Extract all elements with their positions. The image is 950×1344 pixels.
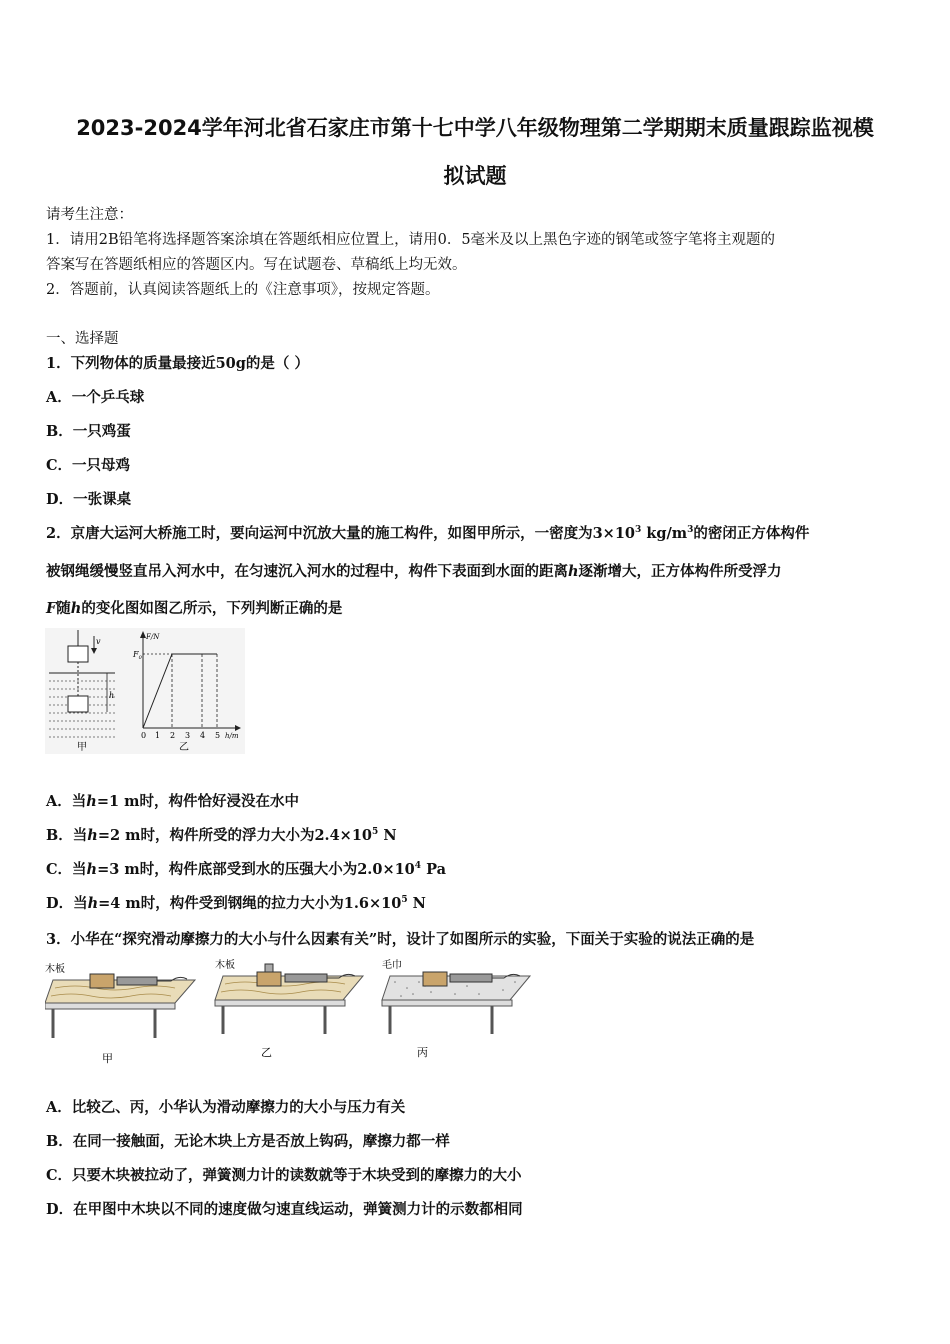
notice-item-1b: 答案写在答题纸相应的答题区内。写在试题卷、草稿纸上均无效。 — [46, 257, 467, 273]
q1-option-a: A．一个乒乓球 — [46, 389, 145, 406]
q2-figure — [45, 628, 245, 754]
f0-label: $F_0$ — [133, 650, 142, 661]
exam-title-line1: 2023-2024学年河北省石家庄市第十七中学八年级物理第二学期期末质量跟踪监视模 — [76, 116, 874, 140]
table-edge-1 — [45, 1003, 175, 1009]
q2-stem-line2: 被钢绳缓慢竖直吊入河水中，在匀速沉入河水的过程中，构件下表面到水面的距离h逐渐增大，正方体构件所受浮力 — [46, 563, 782, 580]
q2-option-a: A．当h=1 m时，构件恰好浸没在水中 — [46, 793, 299, 810]
fig3-label-bing: 丙 — [417, 1046, 428, 1059]
wood-block-3 — [423, 972, 447, 986]
q1-option-b: B．一只鸡蛋 — [46, 423, 131, 440]
x-tick-3: 3 — [185, 731, 191, 740]
q3-option-c: C．只要木块被拉动了，弹簧测力计的读数就等于木块受到的摩擦力的大小 — [46, 1167, 522, 1184]
fig-label-jia: 甲 — [77, 742, 87, 753]
wood-block-2 — [257, 972, 281, 986]
q2-option-b: B．当h=2 m时，构件所受的浮力大小为$2.4\times 10^5$ N — [46, 827, 397, 844]
x-axis-unit: h/m — [225, 732, 239, 740]
surface-label-3: 毛巾 — [382, 960, 402, 971]
q2-option-d: D．当h=4 m时，构件受到钢绳的拉力大小为$1.6\times 10^5$ N — [46, 895, 426, 912]
q3-option-a: A．比较乙、丙，小华认为滑动摩擦力的大小与压力有关 — [46, 1099, 406, 1116]
wood-block-1 — [90, 974, 114, 988]
x-tick-4: 4 — [200, 731, 206, 740]
q2-stem-line3: F随h的变化图如图乙所示，下列判断正确的是 — [46, 600, 343, 617]
section-heading: 一、选择题 — [46, 331, 119, 347]
fig3-label-jia: 甲 — [102, 1052, 113, 1065]
notice-heading: 请考生注意： — [46, 207, 133, 223]
exam-title-line2: 拟试题 — [443, 164, 507, 188]
q1-option-d: D．一张课桌 — [46, 491, 132, 508]
table-edge-3 — [382, 1000, 512, 1006]
x-tick-2: 2 — [170, 731, 176, 740]
spring-scale-1 — [117, 977, 157, 985]
surface-label-2: 木板 — [215, 960, 235, 971]
spring-scale-2 — [285, 974, 327, 982]
experiment-jia — [45, 962, 195, 1065]
q3-stem: 3．小华在“探究滑动摩擦力的大小与什么因素有关”时，设计了如图所示的实验，下面关于实验的说法正确的是 — [46, 931, 755, 948]
spring-scale-3 — [450, 974, 492, 982]
x-tick-5: 5 — [215, 731, 221, 740]
x-tick-1: 1 — [155, 731, 161, 740]
experiment-bing — [382, 958, 530, 1059]
table-edge-2 — [215, 1000, 345, 1006]
fig3-label-yi: 乙 — [261, 1046, 272, 1059]
q3-figure — [45, 958, 535, 1070]
q3-option-b: B．在同一接触面，无论木块上方是否放上钩码，摩擦力都一样 — [46, 1133, 450, 1150]
q3-option-d: D．在甲图中木块以不同的速度做匀速直线运动，弹簧测力计的示数都相同 — [46, 1201, 523, 1218]
q2-stem-line1: 2．京唐大运河大桥施工时，要向运河中沉放大量的施工构件，如图甲所示，一密度为$3\times 10^3$ $kg/m^3$的密闭正方体构件 — [46, 525, 810, 542]
x-tick-0: 0 — [141, 731, 147, 740]
velocity-label: v — [96, 637, 101, 646]
cube-above — [68, 646, 88, 662]
experiment-yi — [215, 958, 363, 1059]
q2-option-c: C．当h=3 m时，构件底部受到水的压强大小为$2.0\times 10^4$ Pa — [46, 861, 447, 878]
notice-item-1a: 1．请用2B铅笔将选择题答案涂填在答题纸相应位置上，请用0．5毫米及以上黑色字迹的钢笔或签字笔将主观题的 — [46, 232, 776, 248]
weight-2 — [265, 964, 273, 972]
notice-item-2: 2．答题前，认真阅读答题纸上的《注意事项》，按规定答题。 — [46, 282, 440, 298]
surface-label-1: 木板 — [45, 964, 65, 975]
q1-option-c: C．一只母鸡 — [46, 457, 131, 474]
depth-label: h — [109, 691, 115, 700]
cube-submerged — [68, 696, 88, 712]
q1-stem: 1．下列物体的质量最接近50g的是（ ） — [46, 355, 309, 372]
y-axis-label: F/N — [146, 633, 160, 641]
fig-label-yi: 乙 — [179, 742, 189, 753]
